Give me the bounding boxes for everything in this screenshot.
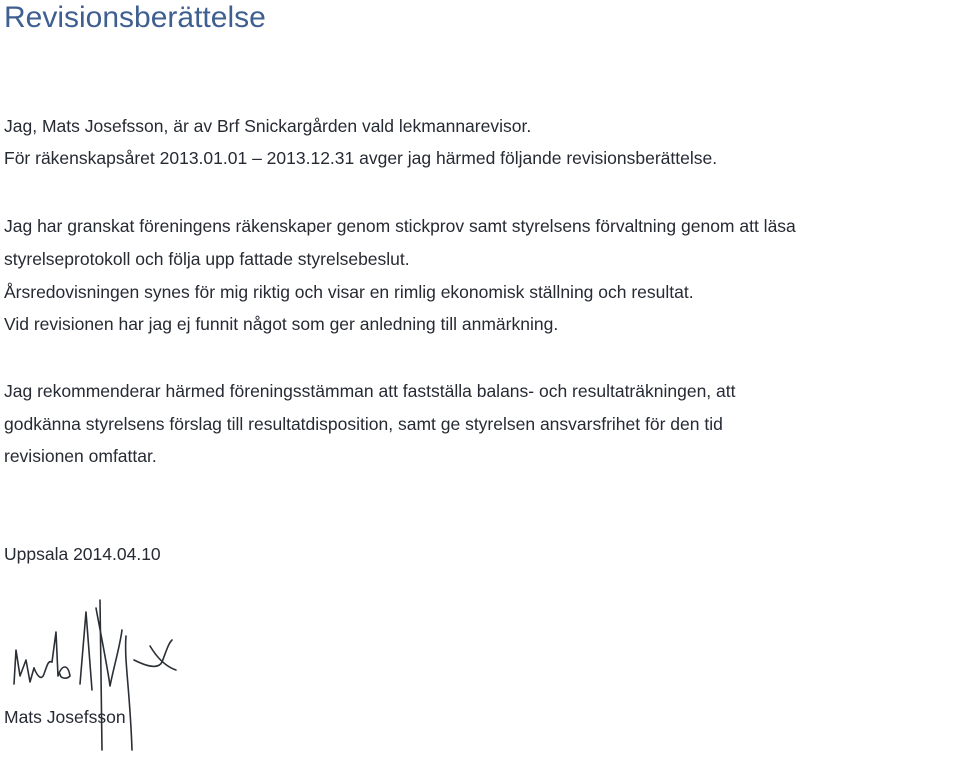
intro-line-2: För räkenskapsåret 2013.01.01 – 2013.12.31 avger jag härmed följande revisionsberättelse. [4,148,718,168]
recommendation-line-1: Jag rekommenderar härmed föreningsstämman att fastställa balans- och resultaträkningen, att [4,381,736,401]
review-line-4: Vid revisionen har jag ej funnit något som ger anledning till anmärkning. [4,314,559,334]
review-line-1: Jag har granskat föreningens räkenskaper genom stickprov samt styrelsens förvaltning genom att läsa [4,216,796,236]
recommendation-line-2: godkänna styrelsens förslag till resultatdisposition, samt ge styrelsen ansvarsfrihet för den tid [4,414,723,434]
review-line-3: Årsredovisningen synes för mig riktig och visar en rimlig ekonomisk ställning och resultat. [4,282,694,302]
review-line-2: styrelseprotokoll och följa upp fattade styrelsebeslut. [4,249,410,269]
recommendation-line-3: revisionen omfattar. [4,446,157,466]
intro-line-1: Jag, Mats Josefsson, är av Brf Snickargården vald lekmannarevisor. [4,116,532,136]
signer-name: Mats Josefsson [4,707,126,727]
place-date: Uppsala 2014.04.10 [4,544,161,564]
handwritten-signature [0,590,200,757]
document-title: Revisionsberättelse [4,1,266,34]
